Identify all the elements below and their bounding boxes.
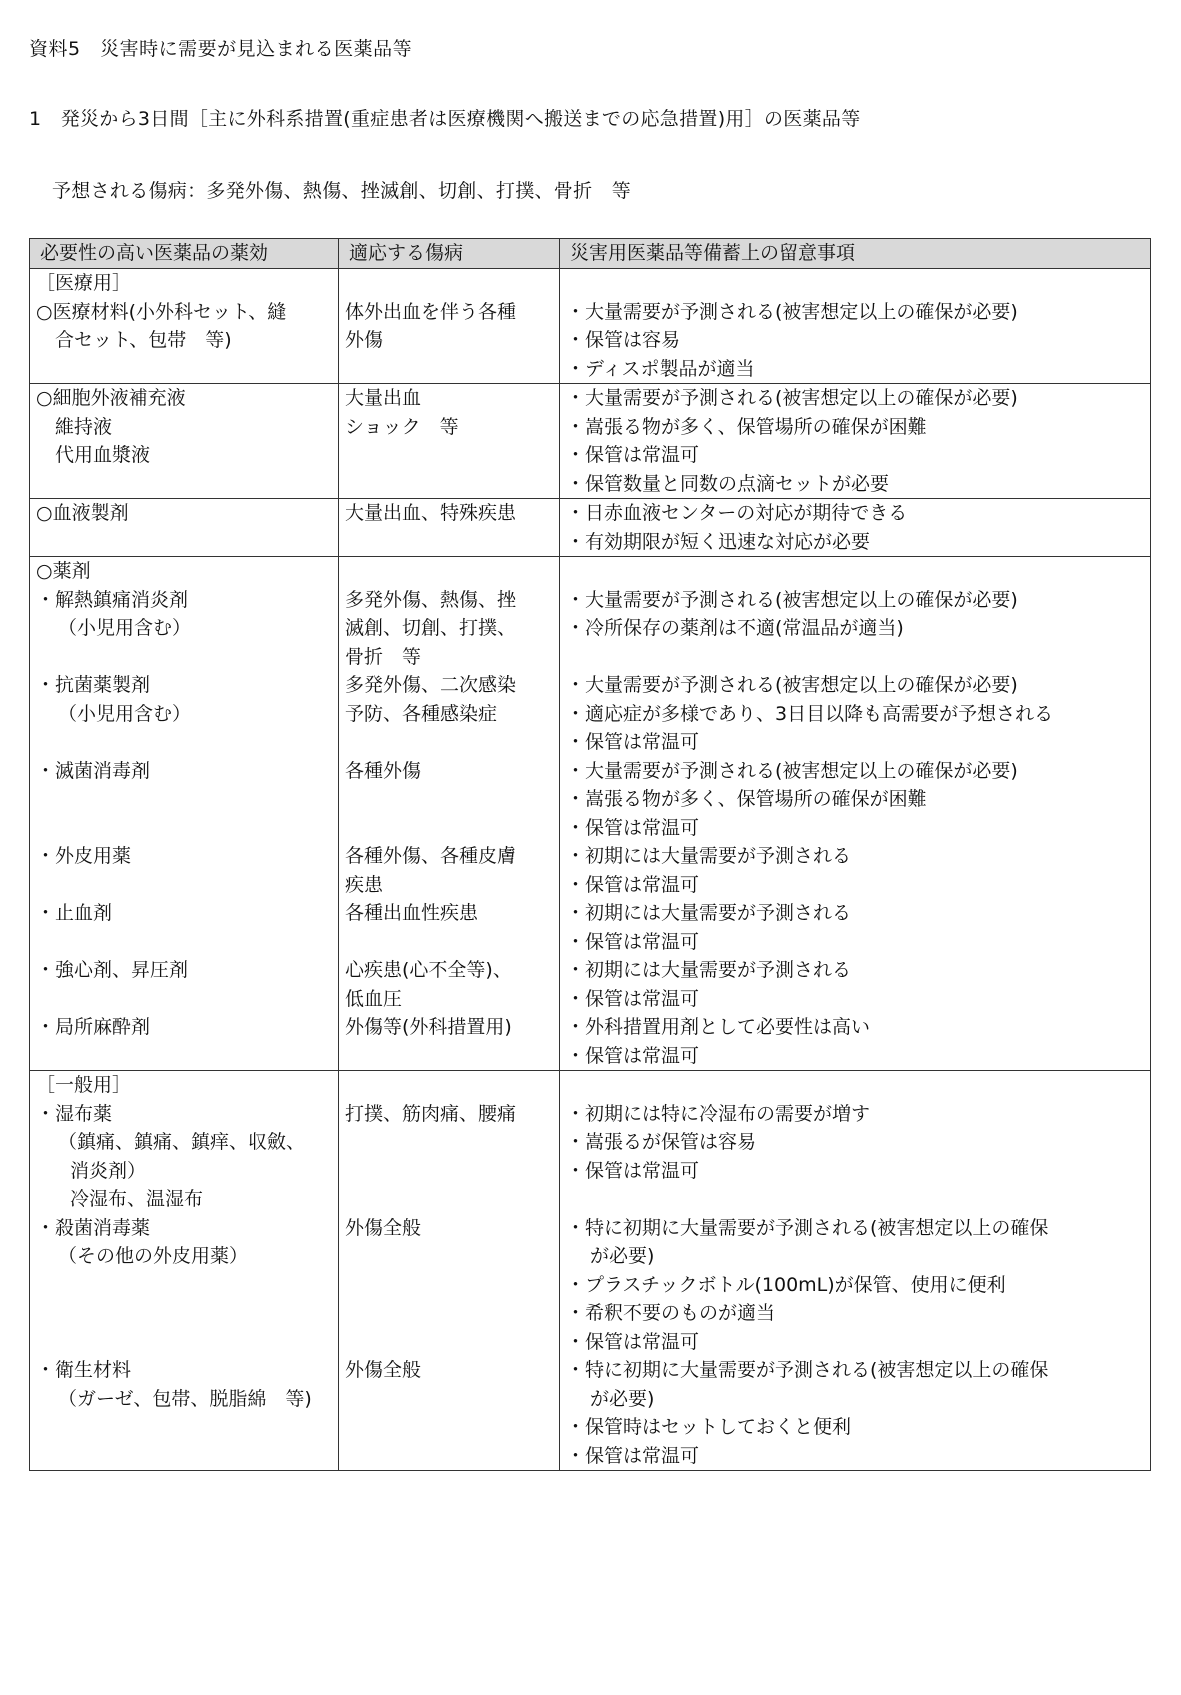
cell-line: [345, 1185, 553, 1214]
cell-line: 外傷: [345, 329, 384, 351]
cell-line: [566, 1071, 1144, 1100]
cell-line: ・局所麻酔剤: [36, 1016, 151, 1038]
table-row: [30, 557, 1151, 1071]
medicine-table: [29, 238, 1151, 1471]
cell-line: （ガーゼ、包帯、脱脂綿 等): [58, 1387, 312, 1410]
cell-line: ・保管は常温可: [566, 930, 700, 953]
cell-line: ・衛生材料: [36, 1359, 132, 1381]
cell-line: [345, 1157, 553, 1186]
cell-line: 心疾患(心不全等)、: [345, 959, 512, 981]
cell-line: [36, 1299, 332, 1328]
cell-line: ・初期には大量需要が予測される: [566, 845, 852, 867]
notes-cell: [560, 269, 1151, 384]
header-efficacy: 必要性の高い医薬品の薬効: [30, 239, 339, 269]
cell-line: 冷湿布、温湿布: [70, 1188, 204, 1210]
cell-line: ○細胞外液補充液: [36, 387, 186, 409]
table-row: [30, 269, 1151, 384]
cell-line: 各種外傷、各種皮膚: [345, 845, 517, 867]
cell-line: [345, 814, 553, 843]
cell-line: ○薬剤: [36, 560, 91, 582]
cell-line: 大量出血、特殊疾患: [345, 502, 517, 524]
cell-line: 多発外傷、熱傷、挫: [345, 588, 517, 611]
cell-line: [36, 985, 332, 1014]
notes-cell: [560, 557, 1151, 1071]
cell-line: [345, 1328, 553, 1357]
cell-line: 維持液: [36, 415, 113, 438]
cell-line: ・日赤血液センターの対応が期待できる: [566, 502, 908, 524]
cell-line: ・大量需要が予測される(被害想定以上の確保が必要): [566, 674, 1018, 696]
cell-line: ［一般用］: [36, 1074, 132, 1096]
cell-line: [345, 557, 553, 586]
cell-line: ・保管は常温可: [566, 444, 700, 466]
cell-line: [345, 1042, 553, 1071]
cell-line: ・保管は常温可: [566, 1444, 700, 1467]
cell-line: ○医療材料(小外科セット、縫: [36, 300, 287, 323]
cell-line: 低血圧: [345, 987, 403, 1010]
cell-line: [566, 269, 1144, 298]
cell-line: [36, 1442, 332, 1471]
cell-line: （その他の外皮用薬）: [58, 1245, 249, 1267]
cell-line: ・冷所保存の薬剤は不適(常温品が適当): [566, 617, 904, 639]
cell-line: ショック 等: [345, 415, 459, 438]
cell-line: ・保管は常温可: [566, 1159, 700, 1182]
cell-line: ・外皮用薬: [36, 845, 132, 867]
cell-line: ・初期には特に冷湿布の需要が増す: [566, 1102, 871, 1125]
indication-cell: [339, 499, 560, 557]
cell-line: [36, 1042, 332, 1071]
indication-cell: [339, 1071, 560, 1471]
cell-line: [36, 785, 332, 814]
indication-cell: [339, 269, 560, 384]
cell-line: ・初期には大量需要が予測される: [566, 902, 852, 924]
cell-line: 合セット、包帯 等): [36, 329, 232, 351]
cell-line: [345, 1299, 553, 1328]
cell-line: [345, 1413, 553, 1442]
cell-line: [36, 728, 332, 757]
table-row: [30, 499, 1151, 557]
cell-line: ・特に初期に大量需要が予測される(被害想定以上の確保: [566, 1216, 1049, 1239]
cell-line: [345, 269, 553, 298]
cell-line: [345, 1442, 553, 1471]
cell-line: ・保管は容易: [566, 329, 681, 351]
indication-cell: [339, 557, 560, 1071]
cell-line: ・解熱鎮痛消炎剤: [36, 588, 189, 611]
notes-cell: [560, 1071, 1151, 1471]
cell-line: [345, 1242, 553, 1271]
table-row: [30, 1071, 1151, 1471]
cell-line: ・適応症が多様であり、3日目以降も高需要が予想される: [566, 702, 1054, 725]
cell-line: ○血液製剤: [36, 502, 129, 524]
cell-line: [36, 871, 332, 900]
cell-line: 外傷等(外科措置用): [345, 1016, 512, 1038]
cell-line: [345, 928, 553, 957]
cell-line: 骨折 等: [345, 645, 422, 668]
cell-line: （鎮痛、鎮痛、鎮痒、収斂、: [58, 1131, 306, 1153]
cell-line: ・外科措置用剤として必要性は高い: [566, 1016, 871, 1038]
cell-line: [36, 1413, 332, 1442]
cell-line: （小児用含む）: [58, 702, 192, 725]
cell-line: ・希釈不要のものが適当: [566, 1302, 776, 1324]
cell-line: ・有効期限が短く迅速な対応が必要: [566, 530, 871, 553]
cell-line: [345, 1385, 553, 1414]
cell-line: ・保管数量と同数の点滴セットが必要: [566, 472, 890, 495]
expected-injuries: 予想される傷病：多発外傷、熱傷、挫滅創、切創、打撲、骨折 等: [52, 180, 632, 202]
cell-line: ・保管は常温可: [566, 1330, 700, 1353]
cell-line: ・保管は常温可: [566, 731, 700, 753]
cell-line: 体外出血を伴う各種: [345, 300, 517, 323]
cell-line: 外傷全般: [345, 1359, 422, 1381]
cell-line: [566, 557, 1144, 586]
document-title: 資料5 災害時に需要が見込まれる医薬品等: [29, 38, 413, 60]
cell-line: [566, 643, 1144, 672]
cell-line: [566, 1185, 1144, 1214]
cell-line: [36, 814, 332, 843]
cell-line: 各種出血性疾患: [345, 902, 479, 924]
header-indication: 適応する傷病: [339, 239, 560, 269]
cell-line: ［医療用］: [36, 272, 132, 294]
cell-line: ・強心剤、昇圧剤: [36, 959, 189, 981]
cell-line: ・保管は常温可: [566, 873, 700, 896]
cell-line: ・プラスチックボトル(100mL)が保管、使用に便利: [566, 1273, 1006, 1296]
cell-line: [345, 1128, 553, 1157]
cell-line: ・大量需要が予測される(被害想定以上の確保が必要): [566, 387, 1018, 409]
cell-line: 大量出血: [345, 387, 422, 409]
cell-line: ・保管は常温可: [566, 1044, 700, 1067]
cell-line: [36, 1328, 332, 1357]
section-heading: 1 発災から3日間［主に外科系措置(重症患者は医療機関へ搬送までの応急措置)用］の医薬品等: [29, 108, 861, 130]
cell-line: ・保管時はセットしておくと便利: [566, 1416, 852, 1438]
cell-line: ・保管は常温可: [566, 987, 700, 1010]
cell-line: が必要): [590, 1245, 655, 1267]
cell-line: ・ディスポ製品が適当: [566, 357, 755, 380]
efficacy-cell: [30, 1071, 339, 1471]
cell-line: 代用血漿液: [36, 444, 151, 466]
cell-line: が必要): [590, 1387, 655, 1410]
cell-line: ・初期には大量需要が予測される: [566, 959, 852, 981]
cell-line: 疾患: [345, 873, 384, 896]
cell-line: 消炎剤）: [70, 1159, 147, 1182]
cell-line: [36, 1271, 332, 1300]
cell-line: ・大量需要が予測される(被害想定以上の確保が必要): [566, 759, 1018, 782]
cell-line: 予防、各種感染症: [345, 702, 498, 725]
cell-line: ・特に初期に大量需要が予測される(被害想定以上の確保: [566, 1359, 1049, 1381]
cell-line: ・滅菌消毒剤: [36, 759, 151, 782]
cell-line: 打撲、筋肉痛、腰痛: [345, 1102, 517, 1125]
cell-line: ・大量需要が予測される(被害想定以上の確保が必要): [566, 300, 1018, 323]
cell-line: ・湿布薬: [36, 1102, 113, 1125]
cell-line: ・嵩張る物が多く、保管場所の確保が困難: [566, 415, 927, 438]
cell-line: ・大量需要が予測される(被害想定以上の確保が必要): [566, 588, 1018, 611]
notes-cell: [560, 384, 1151, 499]
cell-line: 外傷全般: [345, 1216, 422, 1239]
cell-line: ・保管は常温可: [566, 816, 700, 839]
cell-line: ・嵩張るが保管は容易: [566, 1131, 757, 1153]
cell-line: [345, 1271, 553, 1300]
header-notes: 災害用医薬品等備蓄上の留意事項: [560, 239, 1151, 269]
cell-line: ・止血剤: [36, 902, 113, 924]
table-header-row: [30, 239, 1151, 269]
efficacy-cell: [30, 269, 339, 384]
cell-line: 多発外傷、二次感染: [345, 674, 517, 696]
cell-line: ・殺菌消毒薬: [36, 1216, 151, 1239]
indication-cell: [339, 384, 560, 499]
cell-line: （小児用含む）: [58, 617, 192, 639]
cell-line: ・抗菌薬製剤: [36, 674, 151, 696]
efficacy-cell: [30, 384, 339, 499]
efficacy-cell: [30, 557, 339, 1071]
efficacy-cell: [30, 499, 339, 557]
cell-line: [345, 1071, 553, 1100]
table-row: [30, 384, 1151, 499]
cell-line: 各種外傷: [345, 759, 422, 782]
cell-line: [36, 928, 332, 957]
cell-line: ・嵩張る物が多く、保管場所の確保が困難: [566, 788, 927, 810]
cell-line: [36, 643, 332, 672]
cell-line: [345, 728, 553, 757]
cell-line: [345, 785, 553, 814]
notes-cell: [560, 499, 1151, 557]
cell-line: 滅創、切創、打撲、: [345, 617, 517, 639]
